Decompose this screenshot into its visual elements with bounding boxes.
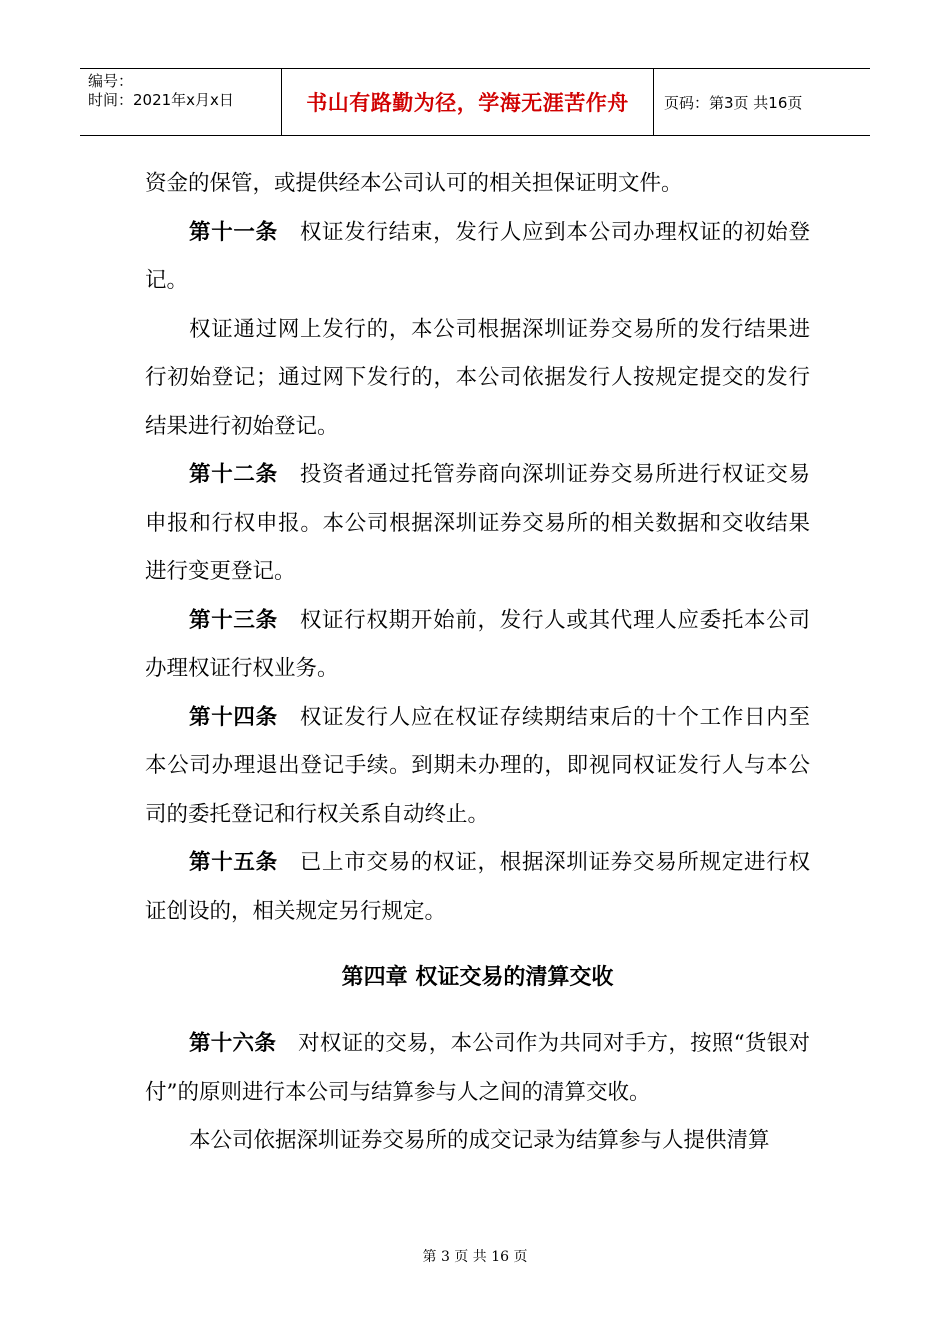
article-text: 投资者通过托管券商向深圳证券交易所进行权证交易申报和行权申报。本公司根据深圳证券交易所的相关数据和交收结果进行变更登记。 bbox=[145, 462, 810, 584]
header-motto: 书山有路勤为径，学海无涯苦作舟 bbox=[282, 69, 654, 135]
article-number: 第十四条 bbox=[189, 704, 278, 730]
article-text: 已上市交易的权证，根据深圳证券交易所规定进行权证创设的，相关规定另行规定。 bbox=[145, 850, 810, 924]
date-label: 时间：2021年x月x日 bbox=[88, 91, 234, 109]
article-number: 第十一条 bbox=[189, 219, 278, 245]
article-number: 第十二条 bbox=[189, 462, 278, 487]
article-14 bbox=[145, 694, 810, 840]
article-13 bbox=[145, 597, 810, 694]
paragraph: 资金的保管，或提供经本公司认可的相关担保证明文件。 bbox=[145, 171, 683, 196]
article-text: 权证发行人应在权证存续期结束后的十个工作日内至本公司办理退出登记手续。到期未办理的，即视同权证发行人与本公司的委托登记和行权关系自动终止。 bbox=[145, 704, 810, 827]
article-15 bbox=[145, 839, 810, 936]
serial-number-label: 编号： bbox=[88, 72, 134, 90]
article-16 bbox=[145, 1020, 810, 1117]
page-footer: 第 3 页 共 16 页 bbox=[422, 1249, 528, 1265]
paragraph: 权证通过网上发行的，本公司根据深圳证券交易所的发行结果进行初始登记；通过网下发行的，本公司依据发行人按规定提交的发行结果进行初始登记。 bbox=[145, 316, 810, 439]
page-header bbox=[80, 68, 870, 136]
document-body bbox=[145, 160, 810, 1166]
chapter-heading: 第四章 权证交易的清算交收 bbox=[341, 965, 614, 990]
article-number: 第十六条 bbox=[189, 1031, 277, 1056]
article-text: 权证行权期开始前，发行人或其代理人应委托本公司办理权证行权业务。 bbox=[145, 607, 810, 681]
header-page-info: 页码：第3页 共16页 bbox=[664, 93, 803, 112]
article-11 bbox=[145, 209, 810, 306]
paragraph: 本公司依据深圳证券交易所的成交记录为结算参与人提供清算 bbox=[189, 1128, 770, 1153]
article-text: 对权证的交易，本公司作为共同对手方，按照“货银对付”的原则进行本公司与结算参与人之间的清算交收。 bbox=[145, 1031, 810, 1105]
article-12 bbox=[145, 451, 810, 597]
article-number: 第十三条 bbox=[189, 607, 278, 633]
article-number: 第十五条 bbox=[189, 850, 278, 875]
article-text: 权证发行结束，发行人应到本公司办理权证的初始登记。 bbox=[145, 219, 810, 293]
header-meta bbox=[80, 69, 282, 135]
